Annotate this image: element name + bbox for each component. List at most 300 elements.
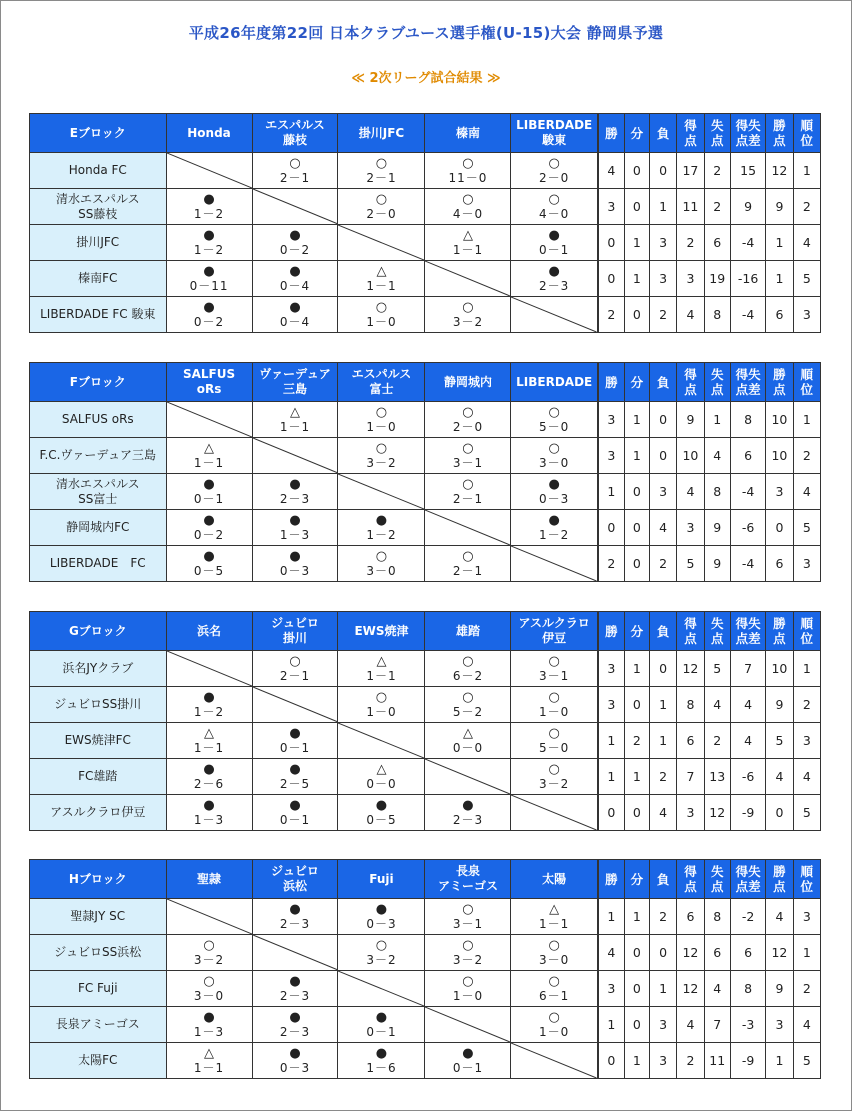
- stat-value: 2: [704, 189, 730, 225]
- stat-value: 0: [624, 935, 649, 971]
- match-result: [252, 510, 338, 546]
- self-match-cell: [338, 225, 425, 261]
- block-table: [29, 362, 821, 582]
- result-mark-icon: ○: [462, 155, 474, 171]
- stat-header: 分: [624, 612, 649, 651]
- result-mark-icon: ○: [462, 191, 474, 207]
- team-name: 榛南FC: [30, 261, 167, 297]
- result-mark-icon: ●: [289, 512, 301, 528]
- match-score: 2－6: [193, 776, 225, 791]
- stat-header: 勝: [598, 363, 624, 402]
- match-score: 0－3: [279, 563, 311, 578]
- match-result: [425, 189, 511, 225]
- table-row: [30, 687, 821, 723]
- diagonal-line: [253, 687, 338, 722]
- stat-value: 8: [730, 402, 765, 438]
- self-match-cell: [166, 899, 252, 935]
- diagonal-line: [425, 1007, 510, 1042]
- stat-value: 9: [704, 510, 730, 546]
- self-match-cell: [425, 759, 511, 795]
- stat-value: 1: [624, 899, 649, 935]
- stat-value: 4: [704, 687, 730, 723]
- match-score: 0－2: [279, 242, 311, 257]
- stat-value: 1: [598, 899, 624, 935]
- match-score: 1－0: [366, 314, 397, 329]
- table-row: [30, 899, 821, 935]
- stat-header: 得失 点差: [730, 363, 765, 402]
- stat-header: 失 点: [704, 363, 730, 402]
- result-mark-icon: ○: [375, 440, 388, 456]
- self-match-cell: [511, 1043, 598, 1079]
- match-score: 1－1: [193, 740, 225, 755]
- stat-value: 0: [624, 474, 649, 510]
- stat-value: -16: [730, 261, 765, 297]
- table-row: [30, 225, 821, 261]
- block-name: Gブロック: [30, 612, 167, 651]
- opponent-header: Fuji: [338, 860, 425, 899]
- table-row: [30, 651, 821, 687]
- stat-value: 1: [624, 651, 649, 687]
- match-result: [511, 723, 598, 759]
- stat-value: 15: [730, 153, 765, 189]
- result-mark-icon: △: [290, 404, 300, 420]
- stat-header: 順 位: [793, 612, 820, 651]
- diagonal-line: [511, 1043, 596, 1078]
- self-match-cell: [511, 546, 598, 582]
- stat-value: 1: [624, 225, 649, 261]
- stat-value: -9: [730, 1043, 765, 1079]
- stat-value: 3: [598, 651, 624, 687]
- self-match-cell: [166, 153, 252, 189]
- stat-value: 3: [598, 438, 624, 474]
- result-mark-icon: ●: [462, 1045, 474, 1061]
- result-mark-icon: ○: [548, 191, 560, 207]
- result-mark-icon: ●: [462, 797, 474, 813]
- match-score: 2－3: [279, 988, 311, 1003]
- team-name: 清水エスパルス SS富士: [30, 474, 167, 510]
- stat-value: 2: [793, 438, 820, 474]
- match-score: 1－6: [366, 1060, 397, 1075]
- stat-value: -3: [730, 1007, 765, 1043]
- table-row: [30, 546, 821, 582]
- stat-value: 1: [598, 723, 624, 759]
- stat-header: 順 位: [793, 860, 820, 899]
- stat-value: 7: [677, 759, 704, 795]
- diagonal-line: [511, 297, 596, 332]
- match-score: 11－0: [448, 170, 488, 185]
- stat-value: 0: [766, 795, 793, 831]
- stat-value: 1: [793, 651, 820, 687]
- match-result: [252, 153, 338, 189]
- match-result: [166, 438, 252, 474]
- match-result: [338, 402, 425, 438]
- opponent-header: エスパルス 藤枝: [252, 114, 338, 153]
- stat-value: 12: [677, 971, 704, 1007]
- stat-value: 2: [650, 759, 677, 795]
- match-score: 1－3: [193, 812, 225, 827]
- stat-value: 0: [598, 1043, 624, 1079]
- match-result: [252, 759, 338, 795]
- stat-value: 0: [650, 402, 677, 438]
- stat-header: 得失 点差: [730, 114, 765, 153]
- stat-value: 1: [598, 1007, 624, 1043]
- table-row: [30, 402, 821, 438]
- match-score: 1－2: [193, 704, 225, 719]
- table-row: [30, 1043, 821, 1079]
- stat-value: 17: [677, 153, 704, 189]
- self-match-cell: [425, 510, 511, 546]
- table-row: [30, 971, 821, 1007]
- match-result: [166, 261, 252, 297]
- match-result: [252, 474, 338, 510]
- self-match-cell: [511, 795, 598, 831]
- match-score: 3－0: [193, 988, 225, 1003]
- result-mark-icon: ●: [289, 548, 301, 564]
- stat-value: 6: [766, 546, 793, 582]
- match-score: 0－2: [193, 527, 225, 542]
- stat-value: 10: [766, 651, 793, 687]
- stat-value: 4: [677, 297, 704, 333]
- result-mark-icon: ○: [375, 937, 388, 953]
- match-result: [338, 546, 425, 582]
- match-result: [338, 189, 425, 225]
- stat-value: 11: [677, 189, 704, 225]
- match-result: [425, 935, 511, 971]
- match-result: [166, 687, 252, 723]
- stat-header: 勝: [598, 860, 624, 899]
- stat-header: 失 点: [704, 860, 730, 899]
- stat-value: 2: [677, 1043, 704, 1079]
- result-mark-icon: ○: [462, 440, 474, 456]
- stat-value: 3: [793, 297, 820, 333]
- match-result: [166, 971, 252, 1007]
- match-score: 0－0: [366, 776, 397, 791]
- team-name: アスルクラロ伊豆: [30, 795, 167, 831]
- match-score: 0－1: [193, 491, 225, 506]
- stat-value: 5: [677, 546, 704, 582]
- stat-value: 4: [766, 759, 793, 795]
- stat-value: 8: [704, 474, 730, 510]
- match-result: [338, 1007, 425, 1043]
- match-score: 5－0: [539, 740, 570, 755]
- diagonal-line: [167, 153, 252, 188]
- match-result: [425, 474, 511, 510]
- stat-value: 0: [624, 153, 649, 189]
- result-mark-icon: ●: [203, 299, 215, 315]
- stat-value: 1: [650, 189, 677, 225]
- stat-value: 8: [704, 297, 730, 333]
- match-result: [425, 899, 511, 935]
- stat-value: 3: [598, 687, 624, 723]
- match-result: [425, 297, 511, 333]
- stat-value: 9: [766, 189, 793, 225]
- match-score: 2－3: [279, 916, 311, 931]
- opponent-header: ジュビロ 掛川: [252, 612, 338, 651]
- result-mark-icon: ○: [462, 973, 474, 989]
- match-score: 0－4: [279, 278, 311, 293]
- match-result: [338, 651, 425, 687]
- diagonal-line: [253, 438, 338, 473]
- stat-value: -6: [730, 759, 765, 795]
- match-score: 0－1: [452, 1060, 484, 1075]
- block-table: [29, 859, 821, 1079]
- match-result: [425, 153, 511, 189]
- result-mark-icon: ●: [375, 1045, 388, 1061]
- result-mark-icon: ●: [289, 263, 301, 279]
- result-mark-icon: ○: [462, 548, 474, 564]
- result-mark-icon: ○: [203, 937, 215, 953]
- stat-value: 0: [624, 510, 649, 546]
- opponent-header: 静岡城内: [425, 363, 511, 402]
- diagonal-line: [253, 935, 338, 970]
- match-score: 3－2: [452, 314, 484, 329]
- match-score: 3－2: [539, 776, 570, 791]
- team-name: SALFUS oRs: [30, 402, 167, 438]
- match-result: [252, 225, 338, 261]
- match-result: [511, 225, 598, 261]
- result-mark-icon: ●: [375, 1009, 388, 1025]
- match-result: [511, 438, 598, 474]
- result-mark-icon: ●: [203, 263, 215, 279]
- opponent-header: 長泉 アミーゴス: [425, 860, 511, 899]
- self-match-cell: [338, 474, 425, 510]
- stat-value: 1: [598, 759, 624, 795]
- result-mark-icon: △: [204, 440, 215, 456]
- match-score: 1－1: [366, 278, 397, 293]
- match-result: [166, 723, 252, 759]
- stat-header: 分: [624, 363, 649, 402]
- stat-value: 9: [766, 687, 793, 723]
- result-mark-icon: ○: [289, 653, 301, 669]
- stat-value: 7: [704, 1007, 730, 1043]
- team-name: ジュビロSS掛川: [30, 687, 167, 723]
- block-name: Eブロック: [30, 114, 167, 153]
- stat-value: 3: [650, 225, 677, 261]
- stat-value: 1: [624, 438, 649, 474]
- match-result: [252, 546, 338, 582]
- result-mark-icon: ●: [203, 689, 215, 705]
- team-name: 静岡城内FC: [30, 510, 167, 546]
- stat-value: -4: [730, 297, 765, 333]
- match-score: 2－3: [539, 278, 570, 293]
- result-mark-icon: ●: [203, 548, 215, 564]
- stat-header: 勝 点: [766, 860, 793, 899]
- match-score: 6－1: [539, 988, 570, 1003]
- opponent-header: ヴァーデュア 三島: [252, 363, 338, 402]
- stat-value: 4: [793, 1007, 820, 1043]
- table-row: [30, 935, 821, 971]
- opponent-header: ジュビロ 浜松: [252, 860, 338, 899]
- match-score: 3－1: [539, 668, 570, 683]
- stat-value: 3: [598, 971, 624, 1007]
- opponent-header: SALFUS oRs: [166, 363, 252, 402]
- match-result: [425, 723, 511, 759]
- stat-header: 順 位: [793, 363, 820, 402]
- result-mark-icon: ●: [289, 227, 301, 243]
- match-result: [511, 935, 598, 971]
- stat-value: 2: [624, 723, 649, 759]
- stat-value: 0: [624, 971, 649, 1007]
- stat-value: -9: [730, 795, 765, 831]
- stat-value: 12: [704, 795, 730, 831]
- result-mark-icon: ●: [289, 761, 301, 777]
- stat-value: 9: [677, 402, 704, 438]
- stat-value: 9: [730, 189, 765, 225]
- opponent-header: LIBERDADE: [511, 363, 598, 402]
- stat-value: 3: [793, 723, 820, 759]
- match-score: 2－1: [452, 491, 484, 506]
- result-mark-icon: ○: [375, 191, 388, 207]
- result-mark-icon: ○: [462, 937, 474, 953]
- match-result: [425, 651, 511, 687]
- stat-value: 4: [650, 795, 677, 831]
- match-score: 3－2: [366, 952, 397, 967]
- table-row: [30, 759, 821, 795]
- match-score: 0－11: [189, 278, 229, 293]
- match-score: 2－1: [279, 668, 311, 683]
- stat-header: 勝 点: [766, 363, 793, 402]
- stat-header: 得 点: [677, 114, 704, 153]
- result-mark-icon: ●: [203, 797, 215, 813]
- match-result: [338, 795, 425, 831]
- stat-header: 失 点: [704, 612, 730, 651]
- opponent-header: Honda: [166, 114, 252, 153]
- stat-value: 3: [650, 261, 677, 297]
- match-result: [338, 438, 425, 474]
- match-result: [425, 546, 511, 582]
- match-score: 2－1: [366, 170, 397, 185]
- diagonal-line: [338, 474, 424, 509]
- stat-header: 得 点: [677, 860, 704, 899]
- opponent-header: 太陽: [511, 860, 598, 899]
- match-score: 1－0: [539, 1024, 570, 1039]
- match-result: [166, 795, 252, 831]
- stat-value: 0: [598, 225, 624, 261]
- stat-value: 0: [650, 935, 677, 971]
- stat-value: 2: [704, 153, 730, 189]
- stat-value: 1: [793, 402, 820, 438]
- opponent-header: 聖隷: [166, 860, 252, 899]
- match-score: 0－3: [366, 916, 397, 931]
- match-result: [511, 261, 598, 297]
- diagonal-line: [253, 189, 338, 224]
- match-score: 0－1: [539, 242, 570, 257]
- stat-header: 得失 点差: [730, 860, 765, 899]
- stat-header: 負: [650, 860, 677, 899]
- stat-value: 1: [598, 474, 624, 510]
- stat-value: 2: [650, 899, 677, 935]
- stat-value: 0: [624, 795, 649, 831]
- match-score: 0－5: [366, 812, 397, 827]
- opponent-header: アスルクラロ 伊豆: [511, 612, 598, 651]
- stat-header: 勝: [598, 114, 624, 153]
- result-mark-icon: ○: [462, 901, 474, 917]
- result-mark-icon: ○: [548, 973, 560, 989]
- stat-value: 0: [624, 297, 649, 333]
- stat-value: 4: [704, 971, 730, 1007]
- self-match-cell: [425, 1007, 511, 1043]
- match-result: [425, 1043, 511, 1079]
- opponent-header: 榛南: [425, 114, 511, 153]
- opponent-header: EWS焼津: [338, 612, 425, 651]
- match-result: [166, 935, 252, 971]
- stat-value: -2: [730, 899, 765, 935]
- result-mark-icon: ○: [375, 404, 388, 420]
- match-score: 3－2: [452, 952, 484, 967]
- team-name: 掛川JFC: [30, 225, 167, 261]
- match-result: [511, 153, 598, 189]
- result-mark-icon: ●: [548, 263, 560, 279]
- match-score: 1－0: [539, 704, 570, 719]
- match-score: 5－0: [539, 419, 570, 434]
- result-mark-icon: ●: [203, 476, 215, 492]
- diagonal-line: [167, 899, 252, 934]
- stat-value: 4: [730, 687, 765, 723]
- match-score: 1－3: [193, 1024, 225, 1039]
- stat-value: 0: [650, 153, 677, 189]
- team-name: 清水エスパルス SS藤枝: [30, 189, 167, 225]
- match-result: [511, 510, 598, 546]
- opponent-header: 雄踏: [425, 612, 511, 651]
- stat-value: 2: [598, 546, 624, 582]
- stat-value: 2: [704, 723, 730, 759]
- result-mark-icon: △: [376, 263, 387, 279]
- match-score: 6－2: [452, 668, 484, 683]
- match-result: [511, 899, 598, 935]
- match-score: 0－0: [452, 740, 484, 755]
- stat-value: 2: [677, 225, 704, 261]
- diagonal-line: [511, 795, 596, 830]
- stat-value: -4: [730, 474, 765, 510]
- stat-value: -4: [730, 225, 765, 261]
- stat-header: 負: [650, 114, 677, 153]
- stat-value: -6: [730, 510, 765, 546]
- result-mark-icon: △: [462, 725, 473, 741]
- stat-value: 4: [730, 723, 765, 759]
- match-result: [252, 297, 338, 333]
- match-score: 0－1: [279, 812, 311, 827]
- self-match-cell: [338, 723, 425, 759]
- match-result: [252, 1043, 338, 1079]
- match-result: [166, 225, 252, 261]
- match-result: [252, 899, 338, 935]
- result-mark-icon: ●: [289, 901, 301, 917]
- result-mark-icon: ○: [548, 440, 560, 456]
- match-result: [252, 402, 338, 438]
- match-result: [252, 795, 338, 831]
- match-score: 1－1: [366, 668, 397, 683]
- team-name: Honda FC: [30, 153, 167, 189]
- result-mark-icon: ○: [548, 761, 560, 777]
- self-match-cell: [166, 402, 252, 438]
- stat-value: 8: [677, 687, 704, 723]
- stat-header: 得失 点差: [730, 612, 765, 651]
- match-result: [338, 510, 425, 546]
- match-result: [338, 1043, 425, 1079]
- table-row: [30, 723, 821, 759]
- match-result: [166, 1007, 252, 1043]
- match-result: [511, 687, 598, 723]
- diagonal-line: [167, 402, 252, 437]
- stat-value: 2: [650, 297, 677, 333]
- team-name: EWS焼津FC: [30, 723, 167, 759]
- match-score: 3－2: [193, 952, 225, 967]
- stat-value: 1: [650, 687, 677, 723]
- stat-value: 13: [704, 759, 730, 795]
- stat-value: 1: [624, 261, 649, 297]
- stat-value: 0: [650, 651, 677, 687]
- stat-header: 勝 点: [766, 612, 793, 651]
